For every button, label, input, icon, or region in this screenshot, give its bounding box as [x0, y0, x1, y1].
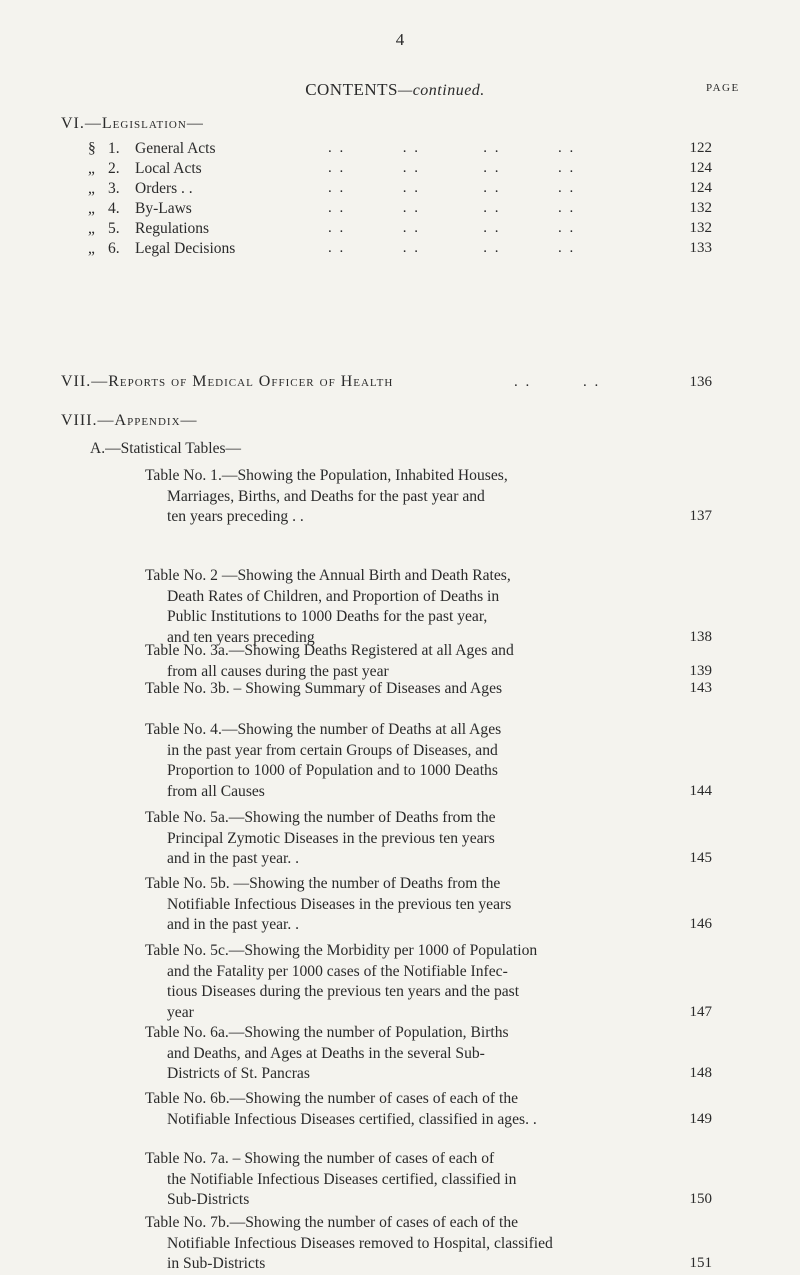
section-vii-heading	[61, 373, 393, 391]
legislation-item-page: 124	[689, 160, 712, 176]
table-entry-line: Proportion to 1000 of Population and to 1000 Deaths	[167, 762, 498, 779]
legislation-item-page: 132	[689, 200, 712, 216]
section-vi-heading	[61, 115, 204, 133]
statistical-table-entry	[145, 720, 650, 802]
table-entry-page: 146	[689, 916, 712, 932]
table-entry-line: Marriages, Births, and Deaths for the past year and	[167, 487, 485, 505]
table-entry-title: Table No. 7b.—Showing the number of cases of each of the	[145, 1214, 519, 1231]
item-number: 3.	[108, 180, 120, 197]
contents-title-suffix: —continued.	[397, 82, 485, 99]
legislation-item-label: Regulations	[135, 220, 210, 237]
page-number: 4	[395, 30, 405, 49]
statistical-table-entry	[145, 1023, 650, 1085]
table-entry-line: Notifiable Infectious Diseases removed to Hospital, classified	[167, 1234, 553, 1252]
legislation-item-page: 132	[689, 220, 712, 236]
statistical-table-entry	[145, 566, 650, 648]
contents-title-text: CONTENTS	[305, 80, 398, 99]
table-entry-title: Table No. 3a.—Showing Deaths Registered at all Ages and	[145, 642, 514, 659]
table-entry-title: Table No. 7a. – Showing the number of cases of each of	[145, 1150, 495, 1167]
legislation-item-label: Local Acts	[135, 160, 202, 177]
table-entry-title: Table No. 2 —Showing the Annual Birth and Death Rates,	[145, 567, 511, 584]
section-viii-heading-text: VIII.—Appendix—	[61, 412, 198, 429]
leader-dots: . . . . . . . .	[328, 200, 576, 216]
table-entry-title: Table No. 5b. —Showing the number of Deaths from the	[145, 875, 501, 892]
table-entry-page: 143	[689, 680, 712, 696]
section-vii-page: 136	[689, 374, 712, 390]
table-entry-title: Table No. 3b. – Showing Summary of Diseases and Ages	[145, 680, 503, 697]
table-entry-line: year	[167, 1003, 194, 1021]
table-entry-line: ten years preceding . .	[167, 508, 304, 525]
statistical-table-entry	[145, 1149, 650, 1211]
table-entry-line: and the Fatality per 1000 cases of the Notifiable Infec-	[167, 962, 508, 980]
table-entry-line: Death Rates of Children, and Proportion of Deaths in	[167, 587, 500, 605]
table-entry-title: Table No. 6a.—Showing the number of Population, Births	[145, 1024, 509, 1041]
table-entry-title: Table No. 1.—Showing the Population, Inhabited Houses,	[145, 467, 508, 484]
section-mark: „	[88, 220, 95, 237]
legislation-item-page: 122	[689, 140, 712, 156]
section-mark: „	[88, 180, 95, 197]
section-mark: „	[88, 160, 95, 177]
section-mark: „	[88, 200, 95, 217]
table-entry-title: Table No. 5c.—Showing the Morbidity per 1000 of Population	[145, 942, 538, 959]
table-entry-line: Districts of St. Pancras	[167, 1065, 310, 1082]
table-entry-page: 147	[689, 1003, 712, 1020]
table-entry-title: Table No. 5a.—Showing the number of Deaths from the	[145, 809, 496, 826]
leader-dots: . . . . . . . .	[328, 240, 576, 256]
table-entry-line: and Deaths, and Ages at Deaths in the several Sub-	[167, 1044, 485, 1062]
legislation-item-page: 124	[689, 180, 712, 196]
leader-dots: . . . .	[514, 374, 601, 390]
statistical-table-entry	[145, 641, 650, 682]
leader-dots: . . . . . . . .	[328, 220, 576, 236]
table-entry-page: 149	[689, 1110, 712, 1127]
page-column-header: PAGE	[706, 82, 740, 94]
table-entry-page: 137	[689, 508, 712, 524]
table-entry-page: 138	[689, 628, 712, 645]
statistical-table-entry	[145, 874, 650, 936]
section-mark: „	[88, 240, 95, 257]
table-entry-page: 144	[689, 782, 712, 799]
legislation-item-label: Orders . .	[135, 180, 193, 197]
item-number: 6.	[108, 240, 120, 257]
statistical-table-entry	[145, 1089, 650, 1130]
table-entry-line: and in the past year. .	[167, 916, 300, 933]
table-entry-page: 139	[689, 662, 712, 679]
contents-title	[0, 80, 790, 100]
item-number: 5.	[108, 220, 120, 237]
item-number: 4.	[108, 200, 120, 217]
item-number: 1.	[108, 140, 120, 157]
table-entry-title: Table No. 6b.—Showing the number of cases of each of the	[145, 1090, 519, 1107]
item-number: 2.	[108, 160, 120, 177]
table-entry-line: Notifiable Infectious Diseases certified, classified in ages. .	[167, 1110, 537, 1128]
table-entry-page: 145	[689, 850, 712, 866]
legislation-item-label: By-Laws	[135, 200, 192, 217]
section-vi-heading-text: VI.—Legislation—	[61, 115, 204, 132]
section-viii-heading	[61, 412, 198, 430]
table-entry-page: 150	[689, 1191, 712, 1207]
statistical-table-entry	[145, 466, 650, 528]
statistical-tables-heading: A.—Statistical Tables—	[90, 440, 242, 457]
table-entry-line: from all causes during the past year	[167, 662, 389, 680]
statistical-table-entry	[145, 941, 650, 1023]
table-entry-line: Principal Zymotic Diseases in the previous ten years	[167, 829, 495, 847]
leader-dots: . . . . . . . .	[328, 180, 576, 196]
table-entry-line: Notifiable Infectious Diseases in the previous ten years	[167, 895, 512, 913]
statistical-table-entry	[145, 679, 650, 700]
section-mark: §	[88, 140, 96, 157]
table-entry-line: in Sub-Districts	[167, 1255, 266, 1272]
statistical-table-entry	[145, 1213, 650, 1275]
table-entry-line: tious Diseases during the previous ten years and the past	[167, 983, 520, 1000]
leader-dots: . . . . . . . .	[328, 160, 576, 176]
table-entry-page: 151	[689, 1255, 712, 1271]
legislation-item-label: Legal Decisions	[135, 240, 236, 257]
section-vii-heading-text: VII.—Reports of Medical Officer of Health	[61, 373, 394, 390]
table-entry-line: and in the past year. .	[167, 850, 300, 867]
table-entry-line: in the past year from certain Groups of Diseases, and	[167, 741, 498, 759]
table-entry-line: the Notifiable Infectious Diseases certified, classified in	[167, 1170, 517, 1188]
table-entry-page: 148	[689, 1065, 712, 1081]
table-entry-line: from all Causes	[167, 782, 265, 800]
table-entry-line: Sub-Districts	[167, 1191, 250, 1208]
statistical-table-entry	[145, 808, 650, 870]
leader-dots: . . . . . . . .	[328, 140, 576, 156]
table-entry-line: and ten years preceding	[167, 628, 315, 646]
table-entry-title: Table No. 4.—Showing the number of Deaths at all Ages	[145, 721, 502, 738]
legislation-item-page: 133	[689, 240, 712, 256]
table-entry-line: Public Institutions to 1000 Deaths for the past year,	[167, 608, 488, 625]
legislation-item-label: General Acts	[135, 140, 216, 157]
